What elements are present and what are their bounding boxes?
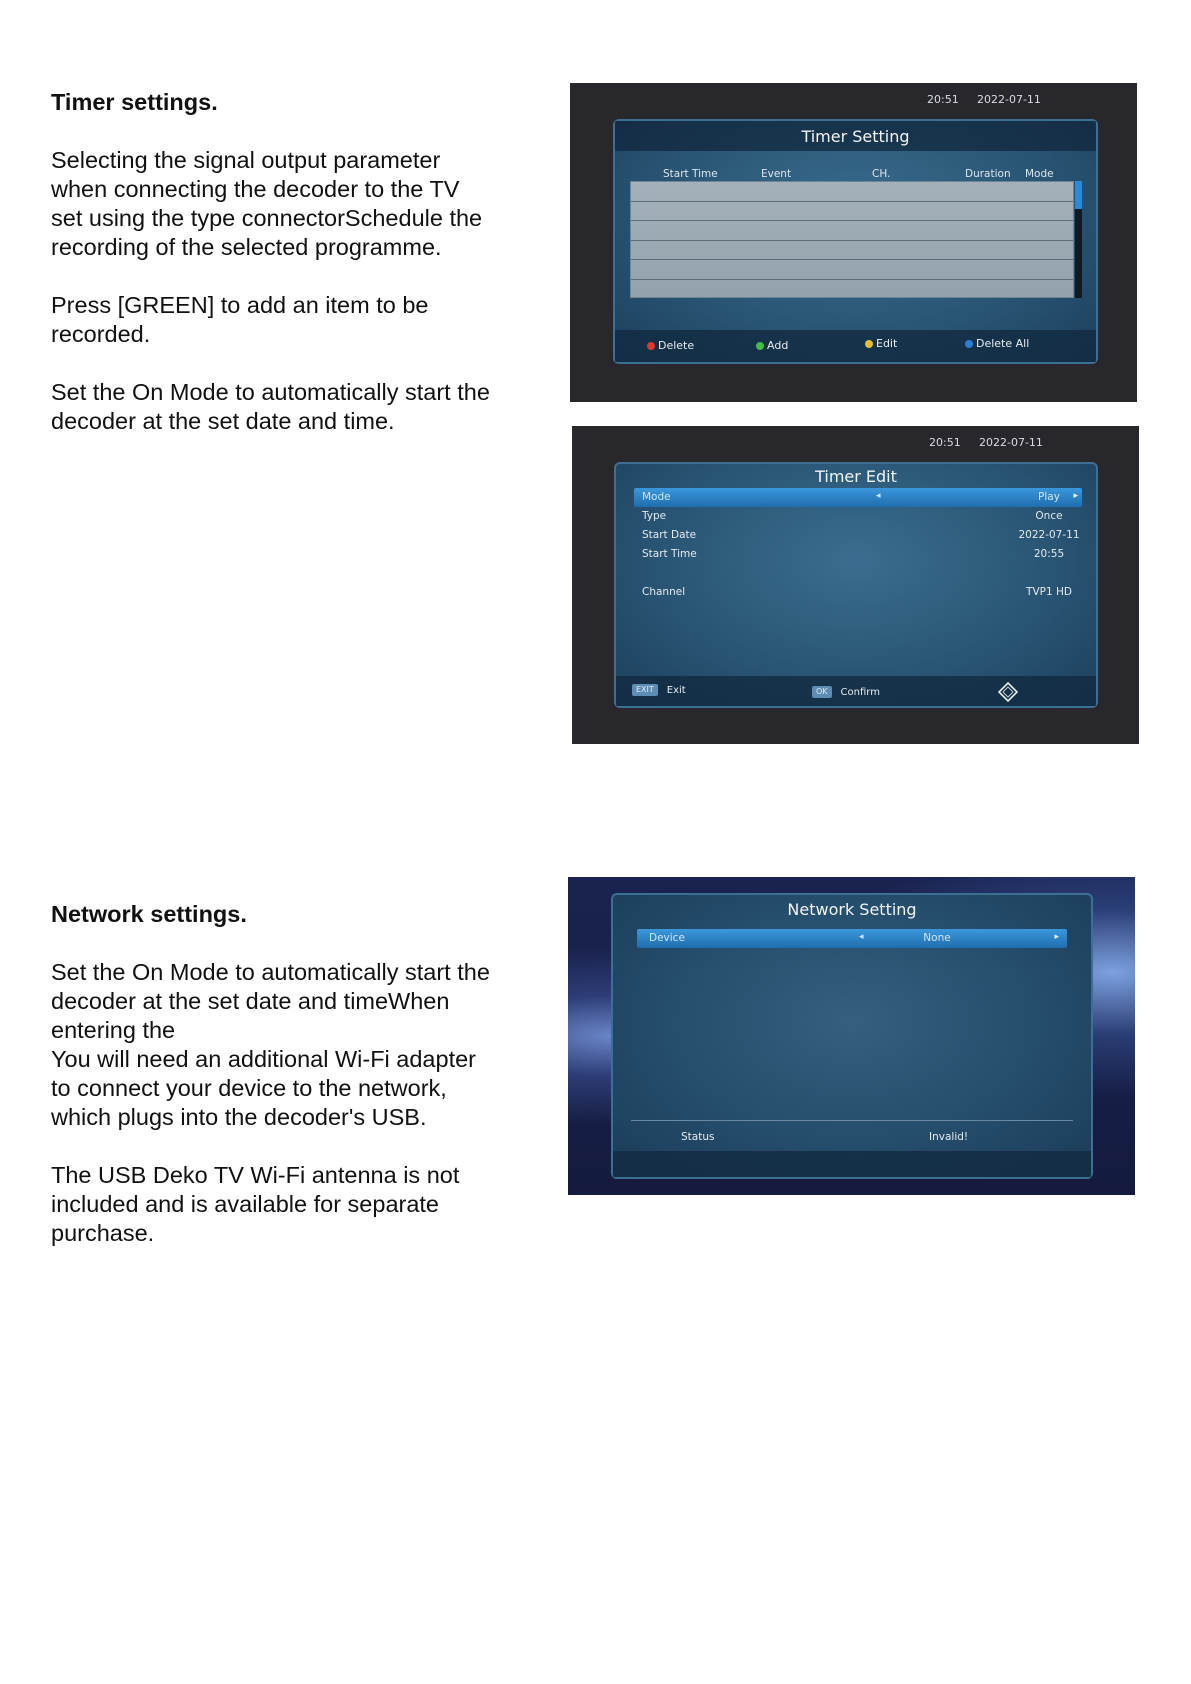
column-mode: Mode [1025,168,1054,180]
start-time-label: Start Time [642,548,697,560]
confirm-label: Confirm [840,686,880,698]
mode-field[interactable] [634,488,1082,507]
status-value: Invalid! [929,1131,969,1143]
device-field[interactable] [637,929,1067,948]
timer-text-section [51,88,491,465]
network-heading: Network settings. [51,901,247,927]
timer-edit-panel [614,462,1098,708]
timer-setting-panel [613,119,1098,364]
clock-date: 2022-07-11 [977,93,1041,106]
timer-list[interactable] [630,181,1074,298]
delete-all-label: Delete All [976,337,1030,350]
timer-setting-title: Timer Setting [801,127,910,146]
exit-key-icon: EXIT [632,684,658,696]
blue-key-icon [965,340,973,348]
add-button[interactable] [756,339,788,352]
ok-key-icon: OK [812,686,832,698]
timer-edit-title: Timer Edit [815,467,897,486]
start-time-value: 20:55 [1033,548,1065,560]
delete-button[interactable] [647,339,694,352]
start-date-field[interactable] [634,526,1082,545]
disabled-fields-area [637,950,1067,1110]
device-value: None [923,932,951,944]
list-item[interactable] [631,182,1073,202]
list-item[interactable] [631,202,1073,222]
arrow-right-icon[interactable]: ▸ [1073,491,1078,501]
disabled-row [637,1070,1067,1090]
confirm-button[interactable] [812,686,880,698]
network-text-section [51,900,491,1277]
device-label: Device [649,932,685,944]
channel-value: TVP1 HD [1026,586,1072,598]
disabled-row [637,1010,1067,1030]
divider [631,1120,1073,1121]
disabled-row [637,950,1067,970]
list-item[interactable] [631,241,1073,261]
network-paragraph-2: The USB Deko TV Wi-Fi antenna is not included and is available for separate purchase. [51,1162,460,1246]
list-item[interactable] [631,221,1073,241]
timer-paragraph-3: Set the On Mode to automatically start the decoder at the set date and time. [51,379,490,434]
clock-date: 2022-07-11 [979,436,1043,449]
type-value: Once [1035,510,1063,522]
network-setting-title: Network Setting [787,900,917,919]
list-scrollbar[interactable] [1075,181,1082,298]
arrow-left-icon[interactable]: ◂ [859,932,864,942]
column-duration: Duration [965,168,1011,180]
disabled-field [634,564,1082,583]
start-time-field[interactable] [634,545,1082,564]
exit-label: Exit [666,684,686,696]
yellow-key-icon [865,340,873,348]
type-field[interactable] [634,507,1082,526]
disabled-row [637,1030,1067,1050]
timer-setting-footer [615,330,1096,362]
arrow-right-icon[interactable]: ▸ [1054,932,1059,942]
start-date-label: Start Date [642,529,697,541]
network-setting-screenshot [568,877,1135,1195]
delete-all-button[interactable] [965,337,1029,350]
network-setting-panel [611,893,1093,1179]
red-key-icon [647,342,655,350]
exit-button[interactable] [632,684,686,696]
network-paragraph-1: Set the On Mode to automatically start the decoder at the set date and timeWhen entering the You will need an additional Wi-Fi adapter to connect your device to the network, which plugs into the decoder's USB. [51,959,490,1130]
status-row [631,1131,1073,1149]
navigation-arrows-icon [998,682,1018,702]
mode-label: Mode [642,491,671,503]
channel-field[interactable] [634,583,1082,602]
column-event: Event [761,168,792,180]
disabled-row [637,1050,1067,1070]
timer-edit-footer [616,676,1096,706]
clock-time: 20:51 [927,93,959,106]
channel-label: Channel [642,586,686,598]
column-channel: CH. [872,168,891,180]
clock-time: 20:51 [929,436,961,449]
edit-label: Edit [876,337,898,350]
type-label: Type [642,510,667,522]
timer-heading: Timer settings. [51,89,218,115]
timer-edit-screenshot [572,426,1139,744]
timer-paragraph-1: Selecting the signal output parameter when connecting the decoder to the TV set using the type connectorSchedule the recording of the selected programme. [51,147,483,260]
disabled-row [637,990,1067,1010]
green-key-icon [756,342,764,350]
list-item[interactable] [631,280,1073,300]
start-date-value: 2022-07-11 [1018,529,1080,541]
status-label: Status [681,1131,715,1143]
disabled-row [637,1090,1067,1110]
add-label: Add [767,339,789,352]
delete-label: Delete [658,339,695,352]
edit-button[interactable] [865,337,897,350]
list-item[interactable] [631,260,1073,280]
disabled-row [637,970,1067,990]
scrollbar-thumb[interactable] [1075,181,1082,209]
network-setting-footer [613,1151,1091,1177]
arrow-left-icon[interactable]: ◂ [876,491,881,501]
timer-setting-screenshot [570,83,1137,402]
mode-value: Play [1038,491,1060,503]
timer-paragraph-2: Press [GREEN] to add an item to be recorded. [51,292,429,347]
column-start-time: Start Time [663,168,718,180]
